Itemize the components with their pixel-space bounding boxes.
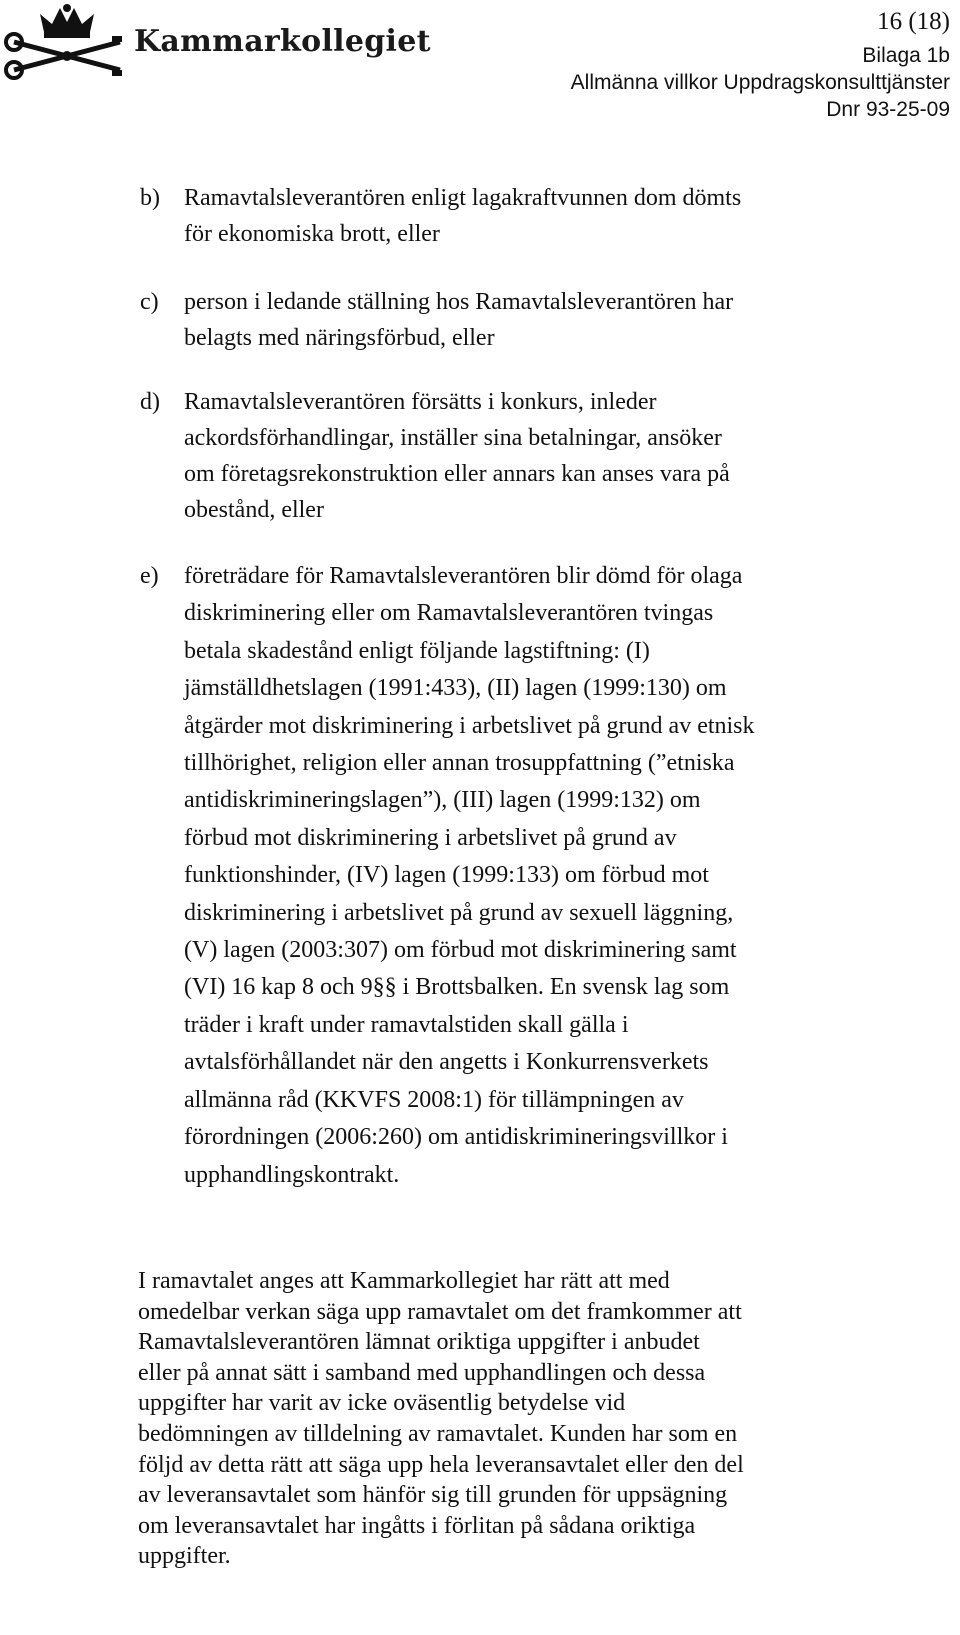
attachment-label: Bilaga 1b	[862, 44, 950, 67]
list-item-text: person i ledande ställning hos Ramavtalsleverantören har belagts med näringsförbud, eller	[184, 289, 734, 351]
document-title: Allmänna villkor Uppdragskonsulttjänster	[570, 71, 950, 94]
page-number: 16 (18)	[877, 8, 950, 35]
logo-wordmark: Kammarkollegiet	[134, 24, 431, 59]
list-item-text: företrädare för Ramavtalsleverantören blir dömd för olaga diskriminering eller om Ramavtalsleverantören tvingas betala skadestånd enligt följande lagstiftning: (I) jämställdhetslagen (1991:433), (II) lagen (1999:130) om åtgärder mot diskriminering i arbetslivet på grund av etnisk tillhörighet, religion eller annan trosuppfattning (”etniska antidiskrimineringslagen”), (III) lagen (1999:132) om förbud mot diskriminering i arbetslivet på grund av funktionshinder, (IV) lagen (1999:133) om förbud mot diskriminering i arbetslivet på grund av sexuell läggning, (V) lagen (2003:307) om förbud mot diskriminering samt (VI) 16 kap 8 och 9§§ i Brottsbalken. En svensk lag som träder i kraft under ramavtalstiden skall gälla i avtalsförhållandet när den angetts i Konkurrensverkets allmänna råd (KKVFS 2008:1) för tillämpningen av förordningen (2006:260) om antidiskrimineringsvillkor i upphandlingskontrakt.	[184, 563, 755, 1188]
termination-paragraph: I ramavtalet anges att Kammarkollegiet har rätt att med omedelbar verkan säga upp ramavtalet om det framkommer att Ramavtalsleverantören lämnat oriktiga uppgifter i anbudet eller på annat sätt i samband med upphandlingen och dessa uppgifter har varit av icke oväsentlig betydelse vid bedömningen av tilldelning av ramavtalet. Kunden har som en följd av detta rätt att säga upp hela leveransavtalet eller den del av leveransavtalet som hänför sig till grunden för uppsägning om leveransavtalet har ingåtts i förlitan på sådana oriktiga uppgifter.	[138, 1268, 744, 1570]
crown-keys-icon	[4, 2, 130, 80]
list-item-label: e)	[140, 563, 159, 589]
list-item-label: c)	[140, 289, 159, 315]
kammarkollegiet-logo	[4, 2, 431, 80]
document-reference: Dnr 93-25-09	[826, 98, 950, 121]
list-item-label: d)	[140, 389, 160, 415]
list-item-text: Ramavtalsleverantören försätts i konkurs, inleder ackordsförhandlingar, inställer sina betalningar, ansöker om företagsrekonstruktion eller annars kan anses vara på obestånd, eller	[184, 389, 730, 523]
list-item-text: Ramavtalsleverantören enligt lagakraftvunnen dom dömts för ekonomiska brott, eller	[184, 185, 742, 247]
list-item-label: b)	[140, 185, 160, 211]
